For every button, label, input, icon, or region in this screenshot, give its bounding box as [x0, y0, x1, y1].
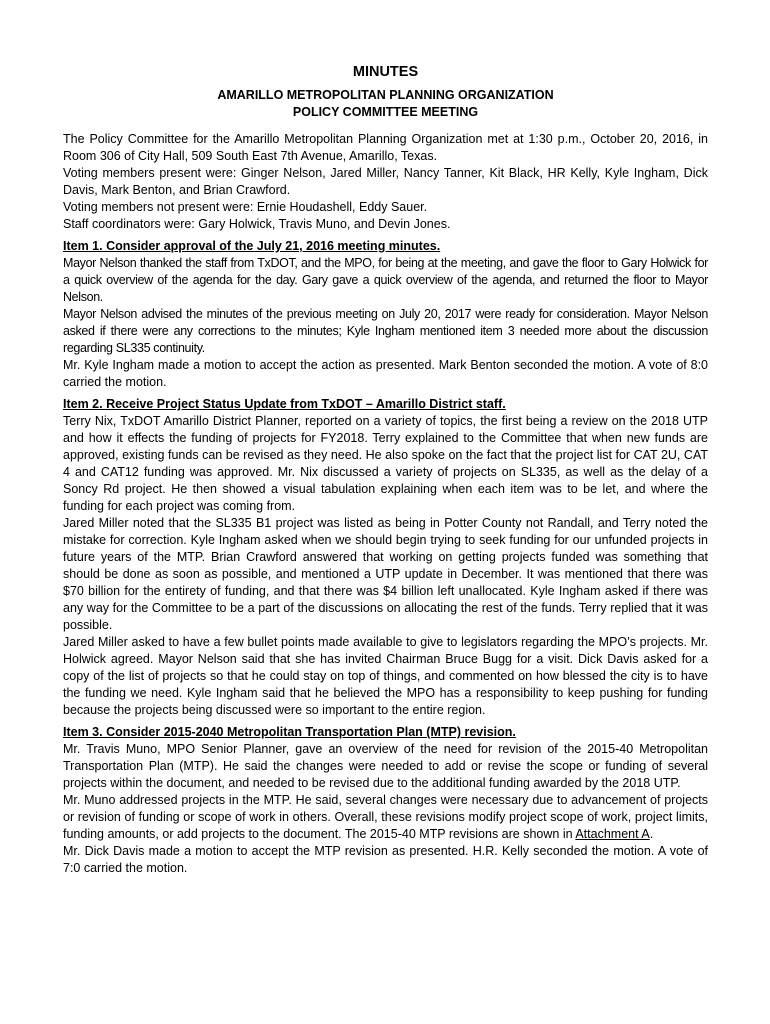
item3-paragraph: [63, 792, 708, 843]
intro-paragraph: The Policy Committee for the Amarillo Metropolitan Planning Organization met at 1:30 p.m., October 20, 2016, in Room 306 of City Hall, 509 South East 7th Avenue, Amarillo, Texas.: [63, 132, 708, 163]
item3-heading: Item 3. Consider 2015-2040 Metropolitan Transportation Plan (MTP) revision.: [63, 725, 516, 739]
item1-motion: Mr. Kyle Ingham made a motion to accept the action as presented. Mark Benton seconded the motion. A vote of 8:0 carried the motion.: [63, 358, 708, 389]
item1-heading: Item 1. Consider approval of the July 21, 2016 meeting minutes.: [63, 239, 441, 253]
item2-paragraph: Jared Miller noted that the SL335 B1 project was listed as being in Potter County not Randall, and Terry noted the mistake for correction. Kyle Ingham asked when we should begin trying to seek funding for our unfunded projects in future years of the MTP. Brian Crawford answered that working on getting projects funded was something that should be done as soon as possible, and mentioned a UTP update in December. It was mentioned that there was $70 billion for the entirety of funding, and that there was $4 billion left unallocated. Kyle Ingham asked if there was any way for the Committee to be a part of the discussions on allocating the rest of the funds. Terry replied that it was possible.: [63, 516, 708, 632]
item3-text: Mr. Muno addressed projects in the MTP. He said, several changes were necessary due to advancement of projects or revision of funding or scope of work in others. Overall, these revisions modify project scope of work, project limits, funding amounts, or add projects to the document. The 2015-40 MTP revisions are shown in: [63, 793, 708, 841]
item3-text-end: .: [649, 827, 654, 841]
minutes-page: [63, 62, 708, 877]
item1-paragraph: Mayor Nelson thanked the staff from TxDOT, and the MPO, for being at the meeting, and gave the floor to Gary Holwick for a quick overview of the agenda for the day. Gary gave a quick overview of the agenda, and returned the floor to Mayor Nelson.: [63, 256, 708, 304]
item2-paragraph: Jared Miller asked to have a few bullet points made available to give to legislators regarding the MPO’s projects. Mr. Holwick agreed. Mayor Nelson said that she has invited Chairman Bruce Bugg for a visit. Dick Davis asked for a copy of the list of projects so that he could stay on top of things, and commented on how blessed the city is to have the funding we need. Kyle Ingham said that he believed the MPO has a responsibility to keep pushing for funding because the projects being discussed were so important to the entire region.: [63, 635, 708, 717]
members-absent: Voting members not present were: Ernie Houdashell, Eddy Sauer.: [63, 200, 428, 214]
document-title: MINUTES: [352, 64, 419, 80]
item3-paragraph: Mr. Travis Muno, MPO Senior Planner, gave an overview of the need for revision of the 2015-40 Metropolitan Transportation Plan (MTP). He said the changes were needed to add or revise the scope or funding of several projects within the document, and needed to be revised due to the additional funding awarded by the 2018 UTP.: [63, 742, 708, 790]
item2-paragraph: Terry Nix, TxDOT Amarillo District Planner, reported on a variety of topics, the first being a review on the 2018 UTP and how it effects the funding of projects for FY2018. Terry explained to the Committee that when new funds are approved, existing funds can be revised as they need. He also spoke on the fact that the project list for CAT 2U, CAT 4 and CAT12 funding was approved. Mr. Nix discussed a variety of projects on SL335, as well as the delay of a Soncy Rd project. He then showed a visual tabulation explaining when each item was to be let, and where the funding for each project was coming from.: [63, 414, 708, 513]
item1-paragraph: Mayor Nelson advised the minutes of the previous meeting on July 20, 2017 were ready for consideration. Mayor Nelson asked if there were any corrections to the minutes; Kyle Ingham mentioned item 3 needed more about the discussion regarding SL335 continuity.: [63, 307, 708, 355]
item3-motion: Mr. Dick Davis made a motion to accept the MTP revision as presented. H.R. Kelly seconded the motion. A vote of 7:0 carried the motion.: [63, 844, 708, 875]
organization-name: AMARILLO METROPOLITAN PLANNING ORGANIZATION: [217, 88, 554, 102]
staff-coordinators: Staff coordinators were: Gary Holwick, Travis Muno, and Devin Jones.: [63, 217, 451, 231]
item2-heading: Item 2. Receive Project Status Update from TxDOT – Amarillo District staff.: [63, 397, 506, 411]
meeting-name: POLICY COMMITTEE MEETING: [292, 105, 479, 119]
attachment-a-link[interactable]: Attachment A: [575, 827, 650, 841]
members-present: Voting members present were: Ginger Nelson, Jared Miller, Nancy Tanner, Kit Black, HR Kelly, Kyle Ingham, Dick Davis, Mark Benton, and Brian Crawford.: [63, 166, 708, 197]
